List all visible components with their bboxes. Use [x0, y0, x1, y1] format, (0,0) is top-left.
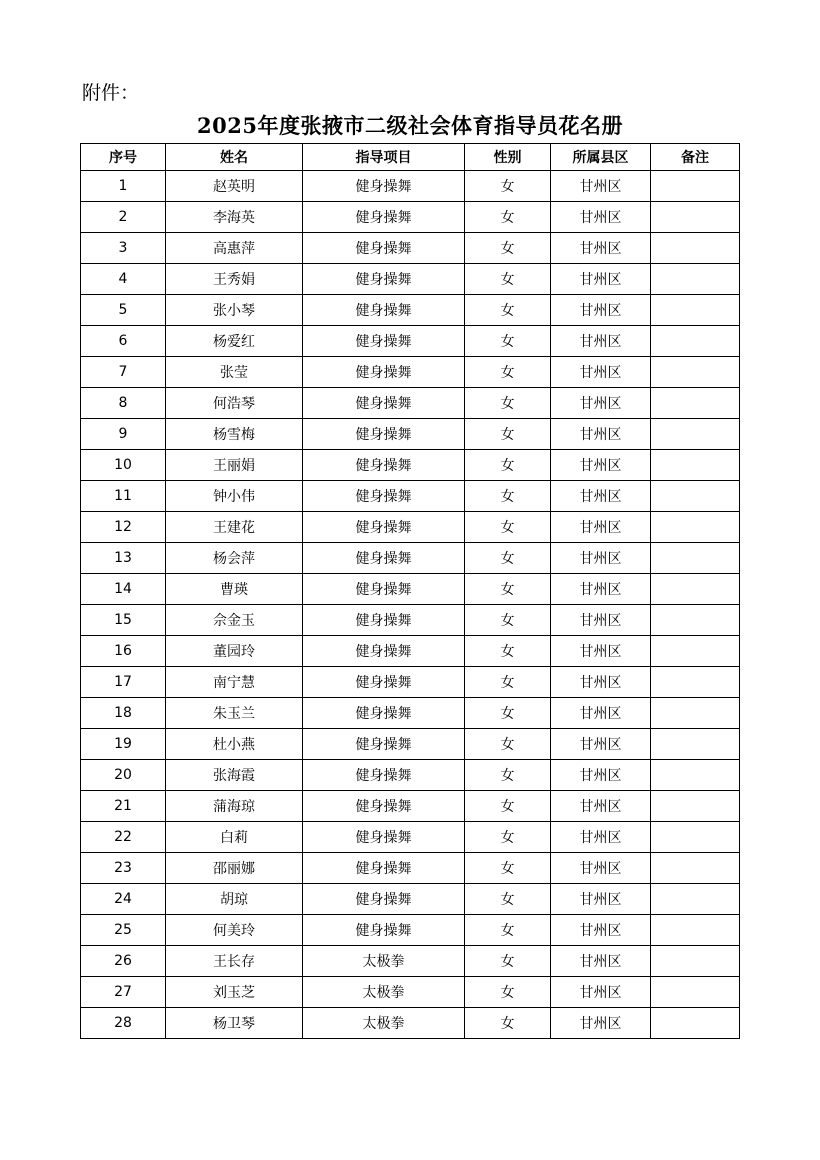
cell-district: 甘州区 — [551, 915, 651, 946]
cell-index: 21 — [81, 791, 166, 822]
cell-district: 甘州区 — [551, 264, 651, 295]
cell-name: 杨会萍 — [166, 543, 303, 574]
cell-index: 24 — [81, 884, 166, 915]
table-row — [81, 946, 740, 977]
table-row — [81, 295, 740, 326]
cell-remarks — [651, 388, 740, 419]
cell-name: 张海霞 — [166, 760, 303, 791]
cell-district: 甘州区 — [551, 512, 651, 543]
cell-gender: 女 — [465, 450, 551, 481]
cell-remarks — [651, 233, 740, 264]
cell-index: 7 — [81, 357, 166, 388]
cell-gender: 女 — [465, 915, 551, 946]
cell-remarks — [651, 202, 740, 233]
cell-gender: 女 — [465, 481, 551, 512]
cell-project: 太极拳 — [303, 1008, 465, 1039]
cell-project: 健身操舞 — [303, 450, 465, 481]
cell-index: 22 — [81, 822, 166, 853]
cell-name: 朱玉兰 — [166, 698, 303, 729]
cell-project: 健身操舞 — [303, 357, 465, 388]
cell-remarks — [651, 1008, 740, 1039]
cell-district: 甘州区 — [551, 636, 651, 667]
cell-district: 甘州区 — [551, 357, 651, 388]
cell-gender: 女 — [465, 1008, 551, 1039]
cell-remarks — [651, 171, 740, 202]
cell-index: 18 — [81, 698, 166, 729]
cell-name: 杨卫琴 — [166, 1008, 303, 1039]
header-name: 姓名 — [166, 144, 303, 171]
cell-district: 甘州区 — [551, 946, 651, 977]
cell-gender: 女 — [465, 791, 551, 822]
cell-district: 甘州区 — [551, 202, 651, 233]
cell-gender: 女 — [465, 605, 551, 636]
cell-gender: 女 — [465, 884, 551, 915]
cell-gender: 女 — [465, 202, 551, 233]
cell-district: 甘州区 — [551, 543, 651, 574]
cell-gender: 女 — [465, 853, 551, 884]
cell-index: 14 — [81, 574, 166, 605]
table-row — [81, 450, 740, 481]
cell-remarks — [651, 357, 740, 388]
roster-table — [80, 143, 740, 1039]
cell-project: 健身操舞 — [303, 729, 465, 760]
cell-project: 健身操舞 — [303, 295, 465, 326]
cell-remarks — [651, 667, 740, 698]
cell-remarks — [651, 605, 740, 636]
cell-name: 胡琼 — [166, 884, 303, 915]
cell-gender: 女 — [465, 977, 551, 1008]
cell-gender: 女 — [465, 264, 551, 295]
table-row — [81, 543, 740, 574]
cell-name: 何浩琴 — [166, 388, 303, 419]
cell-name: 蒲海琼 — [166, 791, 303, 822]
cell-remarks — [651, 822, 740, 853]
cell-project: 健身操舞 — [303, 171, 465, 202]
cell-name: 高惠萍 — [166, 233, 303, 264]
table-body — [81, 171, 740, 1039]
attachment-label: 附件： — [82, 82, 140, 104]
cell-gender: 女 — [465, 388, 551, 419]
cell-project: 健身操舞 — [303, 636, 465, 667]
cell-name: 南宁慧 — [166, 667, 303, 698]
cell-index: 6 — [81, 326, 166, 357]
cell-name: 王丽娟 — [166, 450, 303, 481]
cell-project: 健身操舞 — [303, 326, 465, 357]
table-row — [81, 791, 740, 822]
table-row — [81, 1008, 740, 1039]
cell-remarks — [651, 636, 740, 667]
table-row — [81, 419, 740, 450]
cell-index: 17 — [81, 667, 166, 698]
cell-gender: 女 — [465, 636, 551, 667]
cell-project: 健身操舞 — [303, 605, 465, 636]
cell-name: 杨爱红 — [166, 326, 303, 357]
table-row — [81, 760, 740, 791]
header-gender: 性别 — [465, 144, 551, 171]
cell-index: 19 — [81, 729, 166, 760]
cell-remarks — [651, 512, 740, 543]
cell-project: 健身操舞 — [303, 481, 465, 512]
cell-district: 甘州区 — [551, 822, 651, 853]
cell-district: 甘州区 — [551, 574, 651, 605]
cell-name: 白莉 — [166, 822, 303, 853]
table-row — [81, 357, 740, 388]
cell-remarks — [651, 915, 740, 946]
table-header-row — [81, 144, 740, 171]
cell-gender: 女 — [465, 698, 551, 729]
cell-index: 26 — [81, 946, 166, 977]
cell-district: 甘州区 — [551, 450, 651, 481]
cell-project: 健身操舞 — [303, 853, 465, 884]
cell-district: 甘州区 — [551, 481, 651, 512]
cell-project: 健身操舞 — [303, 543, 465, 574]
table-row — [81, 884, 740, 915]
cell-remarks — [651, 946, 740, 977]
table-row — [81, 202, 740, 233]
cell-index: 8 — [81, 388, 166, 419]
cell-project: 健身操舞 — [303, 419, 465, 450]
cell-project: 健身操舞 — [303, 884, 465, 915]
cell-gender: 女 — [465, 729, 551, 760]
cell-district: 甘州区 — [551, 977, 651, 1008]
cell-remarks — [651, 481, 740, 512]
table-row — [81, 729, 740, 760]
cell-project: 健身操舞 — [303, 202, 465, 233]
cell-project: 健身操舞 — [303, 698, 465, 729]
cell-index: 25 — [81, 915, 166, 946]
cell-index: 12 — [81, 512, 166, 543]
cell-gender: 女 — [465, 512, 551, 543]
cell-gender: 女 — [465, 760, 551, 791]
cell-district: 甘州区 — [551, 326, 651, 357]
table-row — [81, 171, 740, 202]
cell-gender: 女 — [465, 171, 551, 202]
cell-district: 甘州区 — [551, 605, 651, 636]
cell-name: 李海英 — [166, 202, 303, 233]
cell-remarks — [651, 853, 740, 884]
table-row — [81, 481, 740, 512]
cell-district: 甘州区 — [551, 884, 651, 915]
cell-project: 健身操舞 — [303, 760, 465, 791]
table-row — [81, 667, 740, 698]
cell-remarks — [651, 450, 740, 481]
cell-name: 张小琴 — [166, 295, 303, 326]
cell-district: 甘州区 — [551, 1008, 651, 1039]
cell-remarks — [651, 729, 740, 760]
cell-project: 健身操舞 — [303, 915, 465, 946]
cell-project: 健身操舞 — [303, 264, 465, 295]
cell-gender: 女 — [465, 822, 551, 853]
table-row — [81, 388, 740, 419]
cell-name: 钟小伟 — [166, 481, 303, 512]
cell-district: 甘州区 — [551, 698, 651, 729]
cell-index: 11 — [81, 481, 166, 512]
table-row — [81, 574, 740, 605]
cell-district: 甘州区 — [551, 729, 651, 760]
cell-remarks — [651, 791, 740, 822]
header-index: 序号 — [81, 144, 166, 171]
cell-index: 5 — [81, 295, 166, 326]
cell-index: 9 — [81, 419, 166, 450]
cell-gender: 女 — [465, 946, 551, 977]
cell-index: 23 — [81, 853, 166, 884]
cell-district: 甘州区 — [551, 171, 651, 202]
cell-project: 太极拳 — [303, 946, 465, 977]
table-row — [81, 822, 740, 853]
cell-name: 刘玉芝 — [166, 977, 303, 1008]
cell-district: 甘州区 — [551, 388, 651, 419]
cell-remarks — [651, 326, 740, 357]
cell-gender: 女 — [465, 357, 551, 388]
table-row — [81, 915, 740, 946]
cell-gender: 女 — [465, 326, 551, 357]
cell-district: 甘州区 — [551, 760, 651, 791]
cell-district: 甘州区 — [551, 233, 651, 264]
header-district: 所属县区 — [551, 144, 651, 171]
cell-gender: 女 — [465, 295, 551, 326]
cell-index: 1 — [81, 171, 166, 202]
cell-name: 赵英明 — [166, 171, 303, 202]
header-remarks: 备注 — [651, 144, 740, 171]
table-row — [81, 853, 740, 884]
cell-index: 16 — [81, 636, 166, 667]
cell-index: 2 — [81, 202, 166, 233]
table-row — [81, 636, 740, 667]
cell-project: 健身操舞 — [303, 388, 465, 419]
cell-name: 杨雪梅 — [166, 419, 303, 450]
cell-index: 13 — [81, 543, 166, 574]
cell-district: 甘州区 — [551, 667, 651, 698]
cell-name: 董园玲 — [166, 636, 303, 667]
cell-project: 健身操舞 — [303, 791, 465, 822]
cell-name: 王建花 — [166, 512, 303, 543]
cell-name: 王长存 — [166, 946, 303, 977]
cell-district: 甘州区 — [551, 853, 651, 884]
cell-remarks — [651, 543, 740, 574]
table-row — [81, 977, 740, 1008]
cell-project: 健身操舞 — [303, 667, 465, 698]
table-row — [81, 264, 740, 295]
cell-name: 曹瑛 — [166, 574, 303, 605]
cell-gender: 女 — [465, 233, 551, 264]
table-row — [81, 233, 740, 264]
page-title: 2025年度张掖市二级社会体育指导员花名册 — [197, 113, 623, 138]
cell-index: 3 — [81, 233, 166, 264]
cell-index: 27 — [81, 977, 166, 1008]
table-row — [81, 512, 740, 543]
cell-district: 甘州区 — [551, 295, 651, 326]
cell-gender: 女 — [465, 543, 551, 574]
cell-name: 王秀娟 — [166, 264, 303, 295]
cell-index: 4 — [81, 264, 166, 295]
cell-project: 健身操舞 — [303, 822, 465, 853]
cell-gender: 女 — [465, 667, 551, 698]
cell-name: 佘金玉 — [166, 605, 303, 636]
cell-remarks — [651, 574, 740, 605]
cell-remarks — [651, 884, 740, 915]
cell-remarks — [651, 419, 740, 450]
table-row — [81, 605, 740, 636]
cell-remarks — [651, 295, 740, 326]
cell-district: 甘州区 — [551, 419, 651, 450]
cell-name: 邵丽娜 — [166, 853, 303, 884]
cell-project: 健身操舞 — [303, 233, 465, 264]
cell-remarks — [651, 264, 740, 295]
cell-gender: 女 — [465, 574, 551, 605]
cell-name: 何美玲 — [166, 915, 303, 946]
table-row — [81, 326, 740, 357]
cell-gender: 女 — [465, 419, 551, 450]
cell-name: 杜小燕 — [166, 729, 303, 760]
cell-project: 健身操舞 — [303, 512, 465, 543]
cell-index: 28 — [81, 1008, 166, 1039]
cell-project: 健身操舞 — [303, 574, 465, 605]
header-project: 指导项目 — [303, 144, 465, 171]
cell-project: 太极拳 — [303, 977, 465, 1008]
cell-index: 10 — [81, 450, 166, 481]
cell-remarks — [651, 977, 740, 1008]
cell-index: 15 — [81, 605, 166, 636]
cell-remarks — [651, 760, 740, 791]
cell-remarks — [651, 698, 740, 729]
cell-index: 20 — [81, 760, 166, 791]
cell-name: 张莹 — [166, 357, 303, 388]
cell-district: 甘州区 — [551, 791, 651, 822]
table-row — [81, 698, 740, 729]
